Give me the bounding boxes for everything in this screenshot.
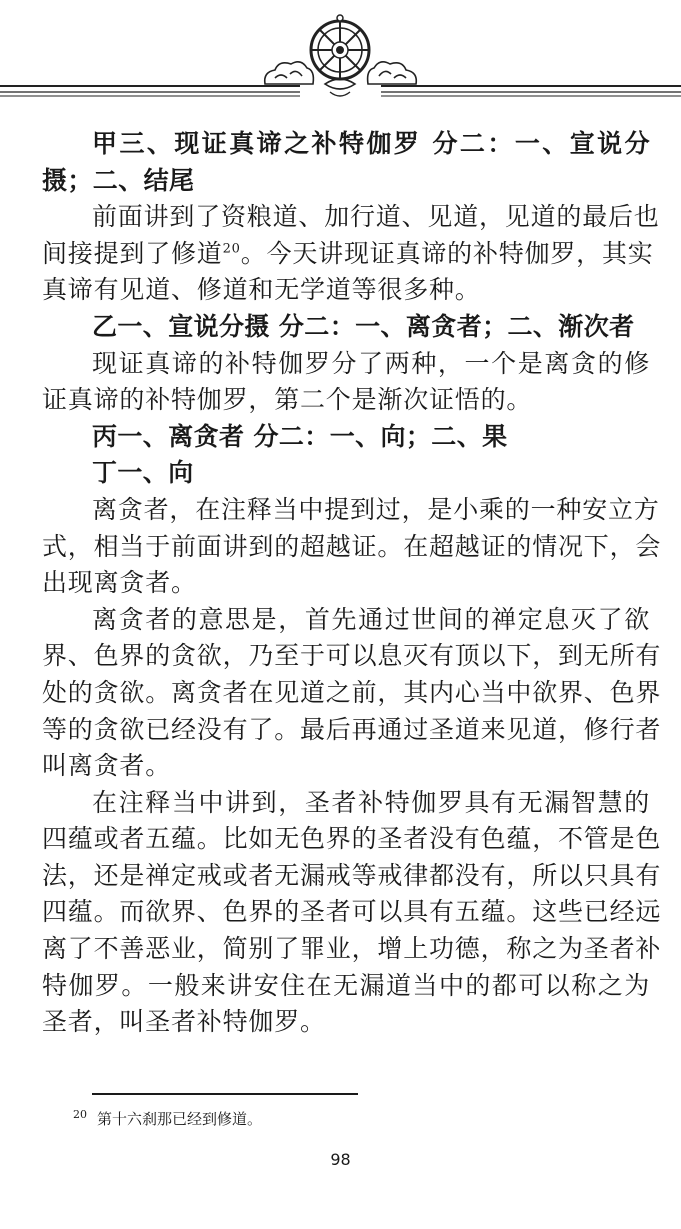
footnote-text: 第十六刹那已经到修道。 (97, 1110, 263, 1128)
paragraph-line: 现证真谛的补特伽罗分了两种，一个是离贪的修 (92, 348, 650, 378)
paragraph-line: 四蕴或者五蕴。比如无色界的圣者没有色蕴，不管是色 (42, 824, 662, 854)
heading-jia-san-cont: 摄；二、结尾 (42, 165, 195, 195)
paragraph-line: 特伽罗。一般来讲安住在无漏道当中的都可以称之为 (42, 970, 650, 1000)
footnote-number: 20 (73, 1108, 87, 1121)
paragraph-line: 圣者，叫圣者补特伽罗。 (42, 1007, 326, 1037)
cloud-right-icon (368, 62, 417, 84)
paragraph-line: 间接提到了修道$^{20}$。今天讲现证真谛的补特伽罗，其实 (42, 238, 654, 268)
dharma-wheel-ornament (0, 0, 681, 110)
heading-ding-yi: 丁一、向 (92, 458, 194, 488)
paragraph-line: 四蕴。而欲界、色界的圣者可以具有五蕴。这些已经远 (42, 897, 662, 927)
paragraph-line: 界、色界的贪欲，乃至于可以息灭有顶以下，到无所有 (42, 641, 662, 671)
paragraph-line: 法，还是禅定戒或者无漏戒等戒律都没有，所以只具有 (42, 860, 662, 890)
paragraph-line: 离贪者，在注释当中提到过，是小乘的一种安立方 (92, 494, 660, 524)
paragraph-line: 叫离贪者。 (42, 751, 172, 781)
paragraph-line: 证真谛的补特伽罗，第二个是渐次证悟的。 (42, 385, 533, 415)
footnote-ref: 20 (222, 241, 241, 257)
cloud-left-icon (265, 62, 314, 84)
paragraph-line: 处的贪欲。离贪者在见道之前，其内心当中欲界、色界 (42, 677, 662, 707)
heading-bing-yi: 丙一、离贪者 分二：一、向；二、果 (92, 421, 508, 451)
paragraph-line: 离贪者的意思是，首先通过世间的禅定息灭了欲 (92, 604, 650, 634)
paragraph-line: 离了不善恶业，简别了罪业，增上功德，称之为圣者补 (42, 934, 662, 964)
paragraph-line: 出现离贪者。 (42, 568, 197, 598)
paragraph-line: 真谛有见道、修道和无学道等很多种。 (42, 275, 481, 305)
page-body (42, 126, 662, 1041)
paragraph-line: 等的贪欲已经没有了。最后再通过圣道来见道，修行者 (42, 714, 662, 744)
footnote-divider (92, 1093, 358, 1095)
dharma-wheel-icon (311, 15, 369, 79)
paragraph-line: 前面讲到了资粮道、加行道、见道，见道的最后也 (92, 202, 660, 232)
page-number: 98 (330, 1150, 351, 1169)
paragraph-line: 式，相当于前面讲到的超越证。在超越证的情况下，会 (42, 531, 662, 561)
footnote (73, 1108, 262, 1129)
heading-yi-yi: 乙一、宣说分摄 分二：一、离贪者；二、渐次者 (92, 311, 635, 341)
paragraph-line: 在注释当中讲到，圣者补特伽罗具有无漏智慧的 (92, 787, 650, 817)
heading-jia-san: 甲三、现证真谛之补特伽罗 分二：一、宣说分 (92, 129, 650, 158)
